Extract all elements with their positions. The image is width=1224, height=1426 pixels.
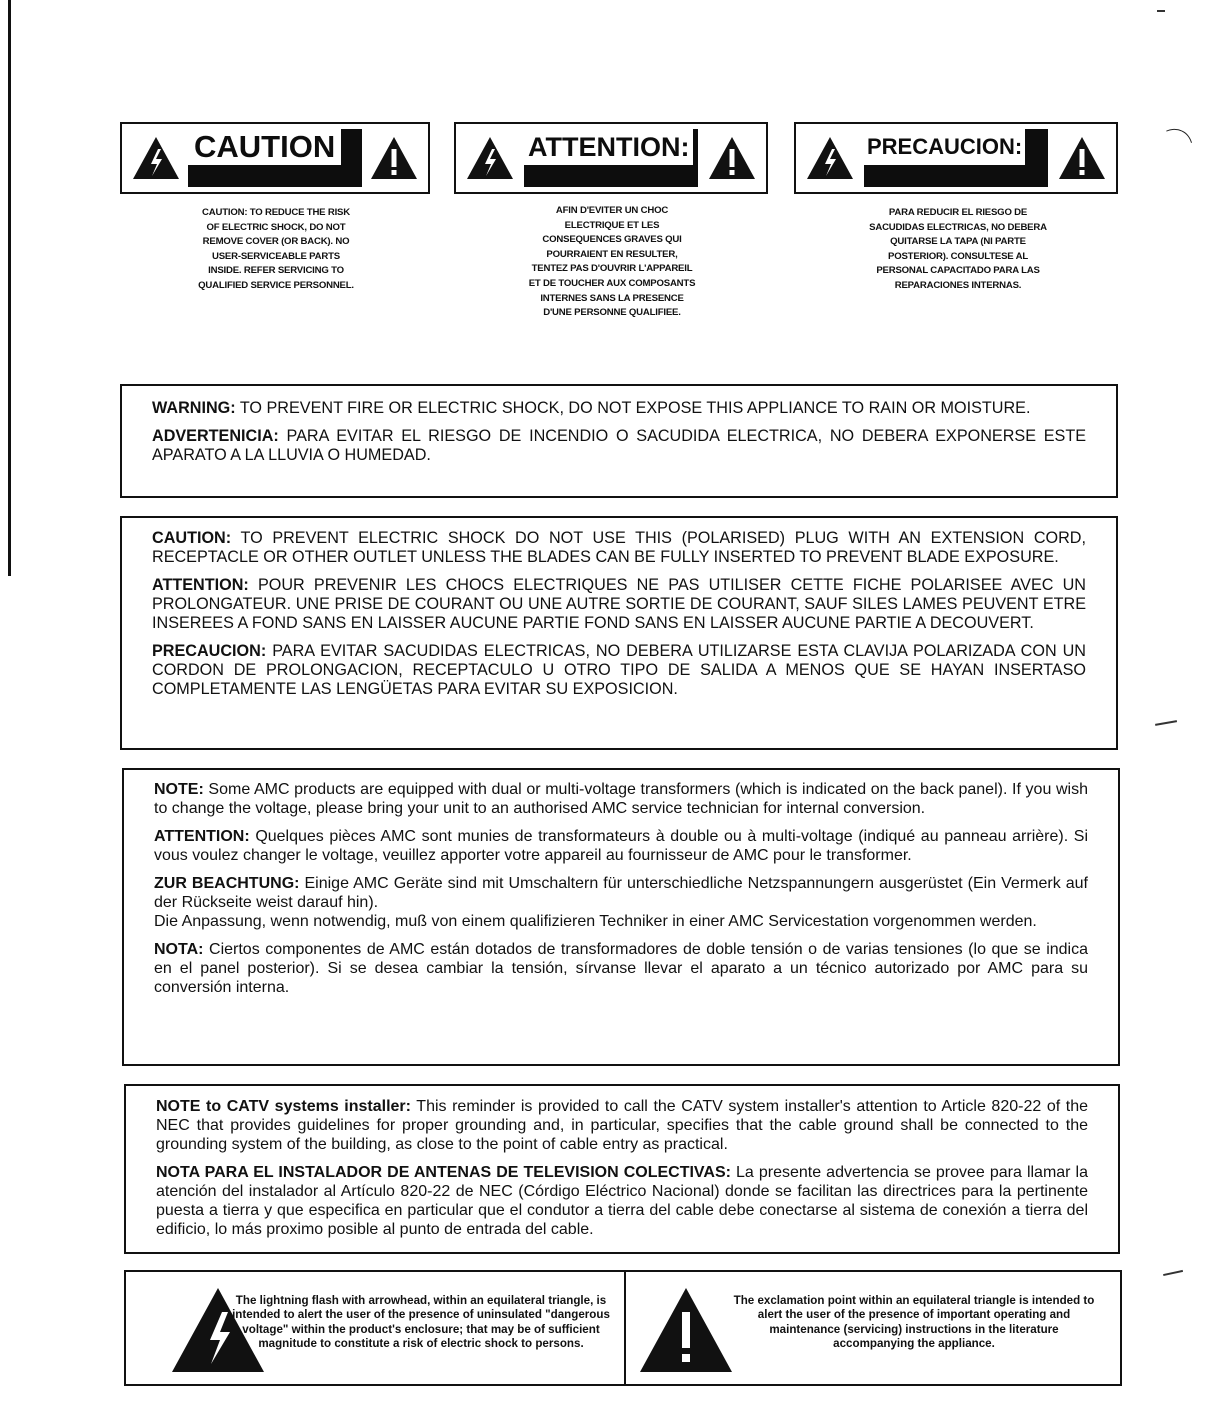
advertencia-paragraph (152, 427, 1086, 465)
voltage-attention-lead: ATTENTION: (154, 828, 250, 845)
catv-nota-lead: NOTA PARA EL INSTALADOR DE ANTENAS DE TELEVISION COLECTIVAS: (156, 1164, 731, 1181)
warning-lead: WARNING: (152, 399, 236, 417)
voltage-note-text: Some AMC products are equipped with dual or multi-voltage transformers (which is indicated on the back panel). If you wish to change the voltage, please bring your unit to an authorised AMC service technician for internal conversion. (154, 781, 1088, 817)
scan-mark (1155, 720, 1177, 725)
plug-caution-lead: CAUTION: (152, 529, 232, 547)
advertencia-lead: ADVERTENICIA: (152, 427, 279, 445)
precaucion-label (794, 122, 1118, 194)
catv-note-lead: NOTE to CATV systems installer: (156, 1098, 411, 1115)
precaucion-label-text: PARA REDUCIR EL RIESGO DE SACUDIDAS ELECTRICAS, NO DEBERA QUITARSE LA TAPA (NI PARTE POSTERIOR). CONSULTESE AL PERSONAL CAPACITADO PARA LAS REPARACIONES INTERNAS. (869, 207, 1047, 291)
caution-word: CAUTION (188, 129, 341, 165)
voltage-attention-text: Quelques pièces AMC sont munies de transformateurs à double ou à multi-voltage (indiqué au panneau arrière). Si vous voulez changer le voltage, veuillez apporter votre appareil au fournisseur de AMC pour le transformer. (154, 828, 1088, 864)
attention-label-text: AFIN D'EVITER UN CHOC ELECTRIQUE ET LES CONSEQUENCES GRAVES QUI POURRAIENT EN RESULTER, TENTEZ PAS D'OUVRIR L'APPAREIL ET DE TOUCHER AUX COMPOSANTS INTERNES SANS LA PRESENCE D'UNE PERSONNE QUALIFIEE. (528, 205, 696, 319)
exclamation-triangle-icon (638, 1286, 734, 1374)
precaucion-word: PRECAUCION: (864, 129, 1025, 165)
lightning-explanation (126, 1272, 626, 1384)
plug-caution-box (120, 516, 1118, 750)
warning-text: TO PREVENT FIRE OR ELECTRIC SHOCK, DO NOT EXPOSE THIS APPLIANCE TO RAIN OR MOISTURE. (235, 399, 1031, 417)
scan-mark (1157, 10, 1165, 12)
scan-mark (1141, 122, 1201, 187)
exclamation-explanation-text: The exclamation point within an equilateral triangle is intended to alert the user of the presence of important operating and maintenance (servicing) instructions in the literature accompanying the appliance. (733, 1294, 1095, 1351)
exclamation-icon (362, 124, 426, 192)
caution-label (120, 122, 430, 194)
plug-attention-paragraph (152, 576, 1086, 633)
plug-caution-text: TO PREVENT ELECTRIC SHOCK DO NOT USE THIS (POLARISED) PLUG WITH AN EXTENSION CORD, RECEPTACLE OR OTHER OUTLET UNLESS THE BLADES CAN BE FULLY INSERTED TO PREVENT BLADE EXPOSURE. (152, 529, 1086, 566)
lightning-explanation-text: The lightning flash with arrowhead, within an equilateral triangle, is intended to alert the user of the presence of uninsulated "dangerous voltage" within the product's enclosure; that may be of sufficient magnitude to constitute a risk of electric shock to persons. (232, 1294, 610, 1351)
voltage-note-paragraph (154, 780, 1088, 818)
voltage-nota-text: Ciertos componentes de AMC están dotados de transformadores de doble tensión o de varias tensiones (lo que se indica en el panel posterior). Si se desea cambiar la tensión, sírvanse llevar el aparato a un técnico autorizado por AMC para su conversión interna. (154, 941, 1088, 996)
warning-paragraph (152, 399, 1086, 418)
exclamation-icon (1050, 124, 1114, 192)
lightning-icon (458, 124, 522, 192)
precaucion-band (864, 129, 1048, 187)
plug-precaucion-lead: PRECAUCION: (152, 642, 267, 660)
plug-precaucion-paragraph (152, 642, 1086, 699)
voltage-nota-paragraph (154, 940, 1088, 997)
lightning-icon (798, 124, 862, 192)
scan-mark (1163, 1270, 1183, 1276)
voltage-beachtung-lead: ZUR BEACHTUNG: (154, 875, 300, 892)
symbols-explanation-box (124, 1270, 1122, 1386)
exclamation-icon (700, 124, 764, 192)
voltage-nota-lead: NOTA: (154, 941, 204, 958)
catv-note-paragraph (156, 1097, 1088, 1154)
voltage-attention-paragraph (154, 827, 1088, 865)
attention-band (524, 129, 698, 187)
advertencia-text: PARA EVITAR EL RIESGO DE INCENDIO O SACUDIDA ELECTRICA, NO DEBERA EXPONERSE ESTE APARATO A LA LLUVIA O HUMEDAD. (152, 427, 1086, 464)
voltage-beachtung-text: Einige AMC Geräte sind mit Umschaltern für unterschiedliche Netzspannungern ausgerüstet (Ein Vermerk auf der Rückseite weist darauf hin). (154, 875, 1088, 911)
plug-attention-lead: ATTENTION: (152, 576, 249, 594)
caution-band (188, 129, 362, 187)
voltage-note-lead: NOTE: (154, 781, 204, 798)
catv-nota-text: La presente advertencia se provee para llamar la atención del instalador al Artículo 820-22 de NEC (Córdigo Eléctrico Nacional) donde se facilitan las directrices para la pertinente puesta a tierra y que especifica en particular que el condutor a tierra del cable debe conectarse al sistema de conexión a tierra del edificio, lo más proximo posible al punto de entrada del cable. (156, 1164, 1089, 1238)
left-margin-rule (8, 0, 11, 576)
voltage-beachtung-paragraph (154, 874, 1088, 912)
voltage-note-box (122, 768, 1120, 1066)
exclamation-explanation (626, 1272, 1120, 1384)
caution-label-text: CAUTION: TO REDUCE THE RISK OF ELECTRIC SHOCK, DO NOT REMOVE COVER (OR BACK). NO USER-SERVICEABLE PARTS INSIDE. REFER SERVICING TO QUALIFIED SERVICE PERSONNEL. (198, 207, 354, 291)
plug-attention-text: POUR PREVENIR LES CHOCS ELECTRIQUES NE PAS UTILISER CETTE FICHE POLARISEE AVEC UN PROLONGATEUR. UNE PRISE DE COURANT OU UNE AUTRE SORTIE DE COURANT, SAUF SILES LAMES PEUVENT ETRE INSEREES A FOND SANS EN LAISSER AUCUNE PARTIE FOND SANS EN LAISSER AUCUNE PARTIE A DECOUVERT. (152, 576, 1086, 632)
catv-note-text: This reminder is provided to call the CATV system installer's attention to Article 820-22 of the NEC that provides guidelines for proper grounding and, in particular, specifies that the cable ground shall be connected to the grounding system of the building, as close to the point of cable entry as practical. (156, 1098, 1089, 1153)
attention-word: ATTENTION: (524, 129, 693, 165)
attention-label (454, 122, 768, 194)
catv-nota-paragraph (156, 1163, 1088, 1239)
lightning-icon (124, 124, 188, 192)
plug-precaucion-text: PARA EVITAR SACUDIDAS ELECTRICAS, NO DEBERA UTILIZARSE ESTA CLAVIJA POLARIZADA CON UN CORDON DE PROLONGACION, RECEPTACULO U OTRO TIPO DE SALIDA A MENOS QUE SE HAYAN INSERTASO COMPLETAMENTE LAS LENGÜETAS PARA EVITAR SU EXPOSICION. (152, 642, 1086, 698)
catv-note-box (124, 1084, 1120, 1254)
plug-caution-paragraph (152, 529, 1086, 567)
voltage-beachtung-continuation: Die Anpassung, wenn notwendig, muß von einem qualifizieren Techniker in einer AMC Servicestation vorgenommen werden. (154, 913, 1037, 930)
warning-box (120, 384, 1118, 498)
